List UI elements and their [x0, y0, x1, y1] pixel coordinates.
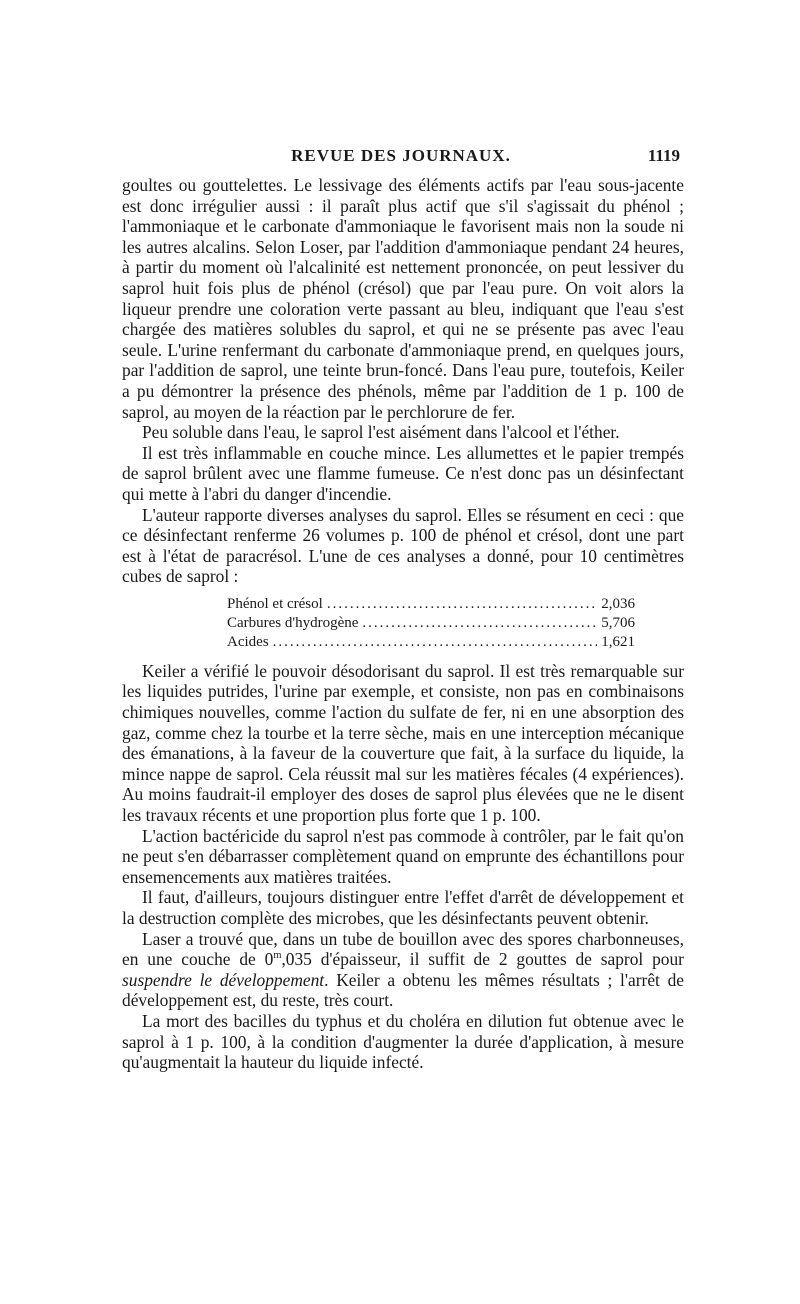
- leader-dots: [362, 614, 597, 633]
- paragraph: L'auteur rapporte diverses analyses du saprol. Elles se résument en ceci : que ce désinfectant renferme 26 volumes p. 100 de phénol et crésol, dont une part est à l'état de paracrésol. L'une de ces analyses a donné, pour 10 centimètres cubes de saprol :: [122, 504, 684, 587]
- text-run: . Keiler a obtenu les mêmes résultats ; l'arrêt de développement est, du reste, très court.: [122, 969, 685, 1011]
- unit-superscript: m: [273, 950, 282, 962]
- paragraph: Keiler a vérifié le pouvoir désodorisant du saprol. Il est très remarquable sur les liquides putrides, l'urine par exemple, et consiste, non pas en combinaisons chimiques nouvelles, comme l'action du sulfate de fer, ni en une absorption des gaz, comme chez la tourbe et la terre sèche, mais en une interception mécanique des émanations, à la faveur de la couverture que fait, à la surface du liquide, la mince nappe de saprol. Cela réussit mal sur les matières fécales (4 expériences). Au moins faudrait-il employer des doses de saprol plus élevées que ne le disent les travaux récents et une proportion plus forte que 1 p. 100.: [122, 660, 684, 826]
- paragraph: Peu soluble dans l'eau, le saprol l'est aisément dans l'alcool et l'éther.: [142, 422, 620, 443]
- paragraph-laser: [122, 929, 684, 1011]
- page-number: 1119: [647, 146, 680, 165]
- analysis-row: [227, 614, 635, 633]
- analysis-row: [227, 633, 635, 652]
- page-header: [122, 146, 680, 172]
- paragraph: L'action bactéricide du saprol n'est pas commode à contrôler, par le fait qu'on ne peut s'en débarrasser complètement quand on emprunte des échantillons pour ensemencements aux matières traitées.: [122, 825, 684, 887]
- paragraph: goultes ou gouttelettes. Le lessivage des éléments actifs par l'eau sous-jacente est donc irrégulier aussi : il paraît plus actif que s'il s'agissait du phénol ; l'ammoniaque et le carbonate d'ammoniaque le favorisent mais non la soude ni les autres alcalins. Selon Loser, par l'addition d'ammoniaque pendant 24 heures, à partir du moment où l'alcalinité est nettement prononcée, on peut lessiver du saprol huit fois plus de phénol (crésol) que par l'eau pure. On voit alors la liqueur prendre une coloration verte passant au bleu, indiquant que l'eau s'est chargée des matières solubles du saprol, et qui ne se présente pas avec l'eau seule. L'urine renfermant du carbonate d'ammoniaque prend, en quelques jours, par l'addition de saprol, une teinte brun-foncé. Dans l'eau pure, toutefois, Keiler a pu démontrer la présence des phénols, même par l'addition de 1 p. 100 de saprol, au moyen de la réaction par le perchlorure de fer.: [122, 175, 684, 422]
- analysis-label: Carbures d'hydrogène: [227, 614, 359, 631]
- running-title: REVUE DES JOURNAUX.: [291, 146, 511, 165]
- paragraph: Il faut, d'ailleurs, toujours distinguer entre l'effet d'arrêt de développement et la destruction complète des microbes, que les désinfectants peuvent obtenir.: [122, 887, 684, 928]
- paragraph: Il est très inflammable en couche mince. Les allumettes et le papier trempés de saprol brûlent avec une flamme fumeuse. Ce n'est donc pas un désinfectant qui mette à l'abri du danger d'incendie.: [122, 442, 684, 504]
- text-run: Laser a trouvé que, dans un tube de bouillon avec des spores charbonneuses, en une couche de 0: [122, 928, 684, 970]
- article-body: [122, 175, 684, 1073]
- analysis-value: 1,621: [601, 633, 635, 650]
- analysis-value: 5,706: [601, 614, 635, 631]
- leader-dots: [327, 595, 597, 614]
- analysis-table: [227, 595, 635, 652]
- analysis-label: Acides: [227, 633, 269, 650]
- paragraph: La mort des bacilles du typhus et du choléra en dilution fut obtenue avec le saprol à 1 p. 100, à la condition d'augmenter la durée d'application, à mesure qu'augmentait la hauteur du liquide infecté.: [122, 1010, 684, 1073]
- analysis-row: [227, 595, 635, 614]
- leader-dots: [273, 633, 598, 652]
- analysis-value: 2,036: [601, 595, 635, 612]
- emphasis-text: suspendre le développement: [122, 969, 325, 990]
- analysis-label: Phénol et crésol: [227, 595, 323, 612]
- text-run: ,035 d'épaisseur, il suffit de 2 gouttes de saprol pour: [281, 949, 684, 970]
